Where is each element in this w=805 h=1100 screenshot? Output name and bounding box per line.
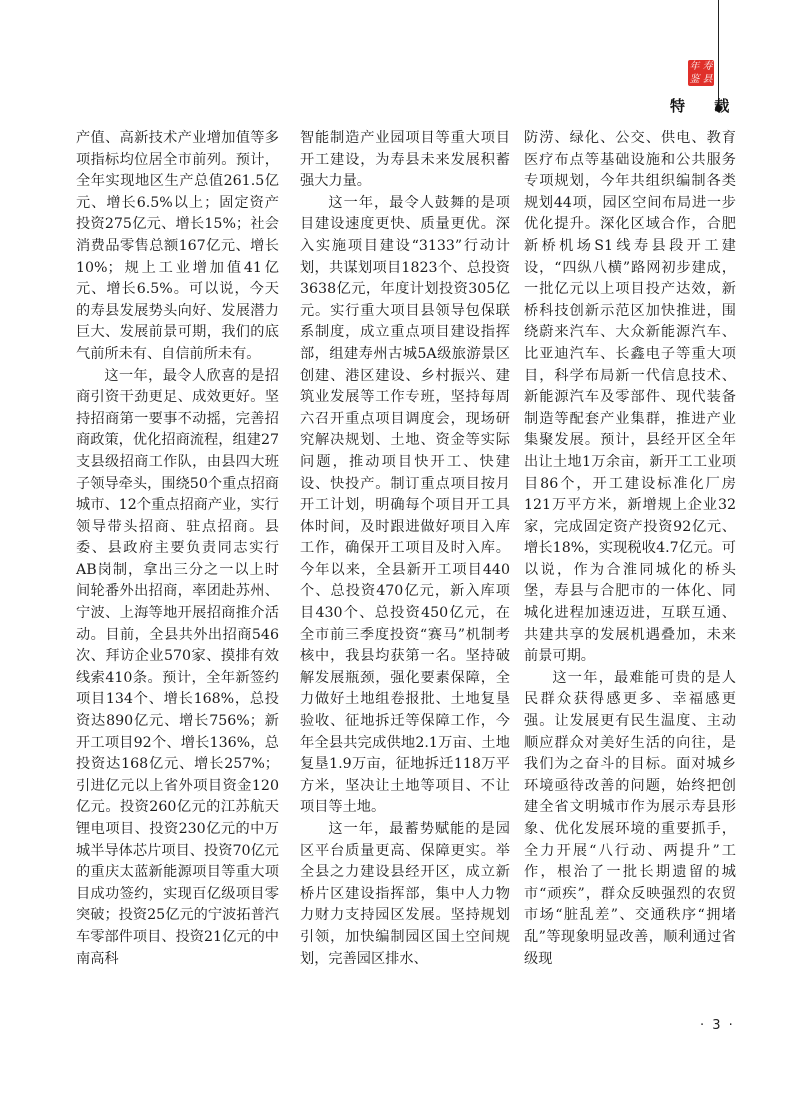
paragraph: 这一年，最令人欣喜的是招商引资干劲更足、成效更好。坚持招商第一要事不动摇，完善招商政策，优化招商流程，组建27支县级招商工作队，由县四大班子领导牵头，围绕50个重点招商城市、12个重点招商产业，实行领导带头招商、驻点招商。县委、县政府主要负责同志实行AB岗制，拿出三分之一以上时间轮番外出招商，率团赴苏州、宁波、上海等地开展招商推介活动。目前，全县共外出招商546次、拜访企业570家、摸排有效线索410条。预计，全年新签约项目134个、增长168%，总投资达890亿元、增长756%；新开工项目92个、增长136%，总投资达168亿元、增长257%；引进亿元以上省外项目资金120亿元。投资260亿元的江苏航天锂电项目、投资230亿元的中万城半导体芯片项目、投资70亿元的重庆太蓝新能源项目等重大项目成功签约，实现百亿级项目零突破；投资25亿元的宁波拓普汽车零部件项目、投资21亿元的中南高科 (76, 367, 279, 967)
paragraph: 产值、高新技术产业增加值等多项指标均位居全市前列。预计，全年实现地区生产总值261.5亿元、增长6.5%以上；固定资产投资275亿元、增长15%；社会消费品零售总额167亿元、增长10%；规上工业增加值41亿元、增长6.5%。可以说，今天的寿县发展势头向好、发展潜力巨大、发展前景可期，我们的底气前所未有、自信前所未有。 (76, 130, 279, 362)
section-label: 特 载 (670, 97, 742, 115)
paragraph: 这一年，最难能可贵的是人民群众获得感更多、幸福感更强。让发展更有民生温度、主动顺应群众对美好生活的向往，是我们为之奋斗的目标。面对城乡环境亟待改善的问题，始终把创建全省文明城市作为展示寿县形象、优化发展环境的重要抓手，全力开展“八行动、两提升”工作，根治了一批长期遗留的城市“顽疾”，群众反映强烈的农贸市场“脏乱差”、交通秩序“拥堵乱”等现象明显改善，顺利通过省级现 (524, 669, 736, 967)
paragraph: 防涝、绿化、公交、供电、教育医疗布点等基础设施和公共服务专项规划，今年共组织编制各类规划44项，园区空间布局进一步优化提升。深化区域合作，合肥新桥机场S1线寿县段开工建设，“四纵八横”路网初步建成，一批亿元以上项目投产达效，新桥科技创新示范区加快推进，围绕蔚来汽车、大众新能源汽车、比亚迪汽车、长鑫电子等重大项目，科学布局新一代信息技术、新能源汽车及零部件、现代装备制造等配套产业集群，推进产业集聚发展。预计，县经开区全年出让土地1万余亩，新开工工业项目86个，开工建设标准化厂房121万平方米，新增规上企业32家，完成固定资产投资92亿元、增长18%，实现税收4.7亿元。可以说，作为合淮同城化的桥头堡，寿县与合肥市的一体化、同城化进程加速迈进，互联互通、共建共享的发展机遇叠加，未来前景可期。 (524, 130, 736, 665)
paragraph: 智能制造产业园项目等重大项目开工建设，为寿县未来发展积蓄强大力量。 (300, 130, 510, 190)
paragraph: 这一年，最蓄势赋能的是园区平台质量更高、保障更实。举全县之力建设县经开区，成立新桥片区建设指挥部，集中人力物力财力支持园区发展。坚持规划引领，加快编制园区国土空间规划，完善园区排水、 (300, 821, 510, 967)
paragraph: 这一年，最令人鼓舞的是项目建设速度更快、质量更优。深入实施项目建设“3133”行动计划，共谋划项目1823个、总投资3638亿元，年度计划投资305亿元。实行重大项目县领导包保联系制度，成立重点项目建设指挥部，组建寿州古城5A级旅游景区创建、港区建设、乡村振兴、建筑业发展等工作专班，坚持每周六召开重点项目调度会，现场研究解决规划、土地、资金等实际问题，推动项目快开工、快建设、快投产。制订重点项目按月开工计划，明确每个项目开工具体时间，及时跟进做好项目入库工作，确保开工项目及时入库。今年以来，全县新开工项目440个、总投资470亿元，新入库项目430个、总投资450亿元，在全市前三季度投资“赛马”机制考核中，我县均获第一名。坚持破解发展瓶颈，强化要素保障，全力做好土地组卷报批、土地复垦验收、征地拆迁等保障工作，今年全县共完成供地2.1万亩、土地复垦1.9万亩，征地拆迁118万平方米，坚决让土地等项目、不让项目等土地。 (300, 194, 510, 816)
page-number: · 3 · (700, 1018, 735, 1033)
text-column-1 (76, 128, 279, 970)
seal-char: 鉴 (689, 74, 700, 85)
text-column-3 (524, 128, 736, 970)
text-column-2 (300, 128, 510, 970)
yearbook-seal-logo (688, 60, 714, 86)
seal-char: 寿 (702, 61, 713, 72)
seal-char: 年 (689, 61, 700, 72)
header-rule (718, 0, 719, 108)
seal-char: 县 (702, 74, 713, 85)
